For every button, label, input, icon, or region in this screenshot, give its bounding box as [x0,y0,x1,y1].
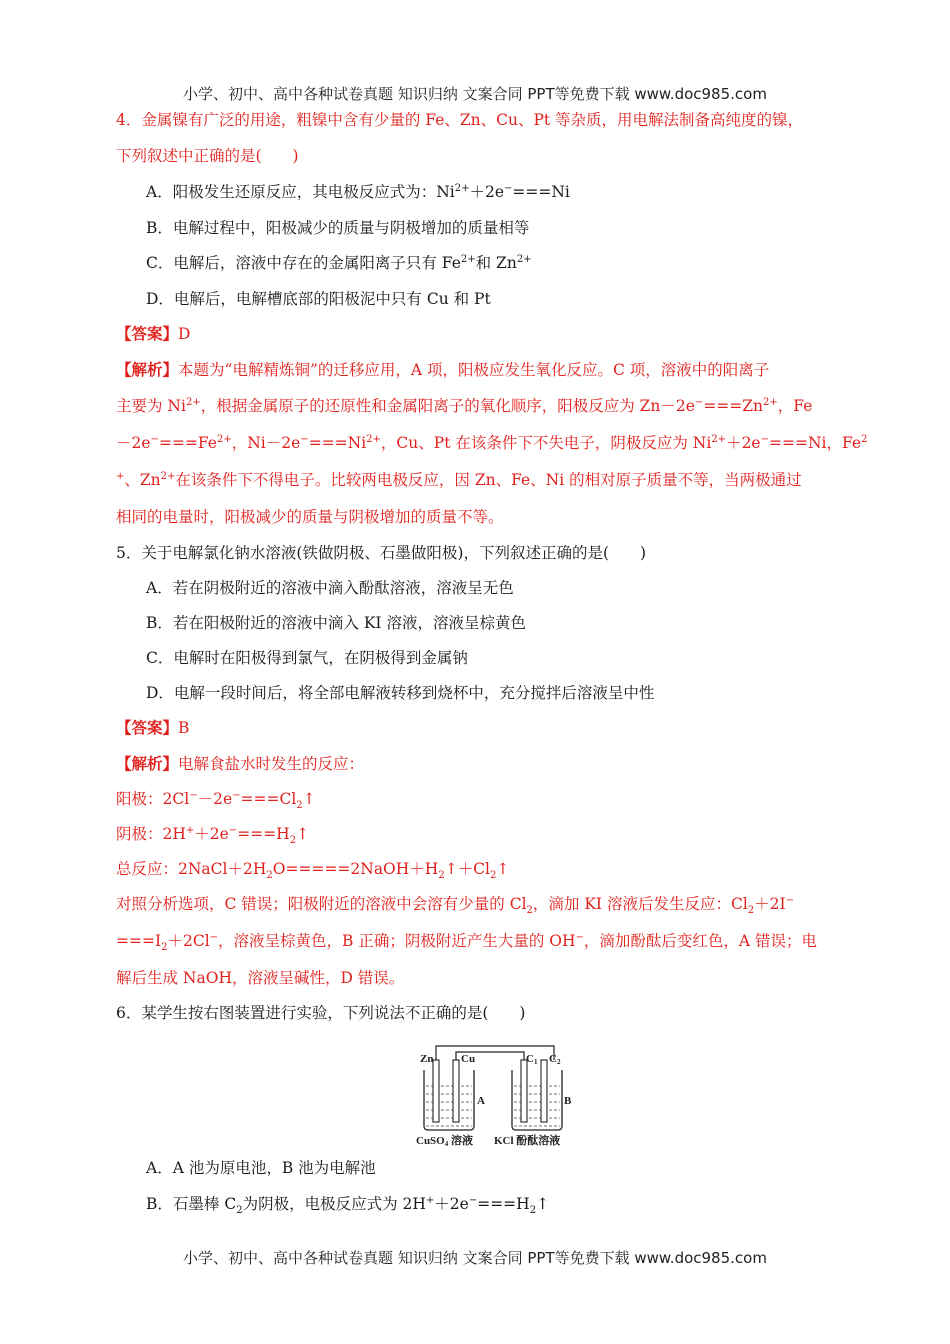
q6-optb-a: B．石墨棒 C [146,1195,237,1213]
q5-stem: 5．关于电解氯化钠水溶液(铁做阴极、石墨做阳极)，下列叙述正确的是( ) [116,544,647,562]
q4-answer-tag: 【答案】 [116,324,179,343]
q5-anode-c: ===Cl [240,790,297,808]
label-c2-sub: 2 [556,1058,561,1066]
q5-total-b: O=====2NaOH＋H [272,860,439,878]
q5-analysis-line2 [116,931,818,954]
q5-cathode-c: ===H [237,825,290,843]
q4-exp3-e: ，Cu、Pt 在该条件下不失电子，阴极反应为 Ni [380,434,712,452]
label-cu: Cu [461,1053,476,1065]
q5-ana2-b: ＋2Cl [167,932,210,950]
q5-ana2-sup: − [209,931,219,943]
q4-answer [116,324,190,344]
q4-exp3-sup-e: 2+ [711,433,727,445]
q4-exp-line1 [116,360,769,380]
q5-exp-text1: 电解食盐水时发生的反应： [178,755,365,773]
q5-cathode-equation [116,824,310,847]
q4-exp4-a: 、Zn [124,471,161,489]
q4-option-c [146,253,532,273]
q6-optb-sup: + [425,1194,435,1206]
label-zn: Zn [420,1053,434,1065]
q4-stem-line2: 下列叙述中正确的是( ) [116,147,299,165]
label-cuso4-text: CuSO [416,1135,445,1147]
q6-optb-b: 为阴极，电极反应式为 2H [242,1195,426,1213]
q5-ana2-a: ===I [116,932,162,950]
q4-exp-line5: 相同的电量时，阳极减少的质量与阴极增加的质量不等。 [116,508,504,526]
q4-exp2-a: 主要为 Ni [116,397,186,415]
q5-total-sub3: 2 [490,870,497,882]
q4-option-d: D．电解后，电解槽底部的阳极泥中只有 Cu 和 Pt [146,290,491,308]
q4-exp3-g: ===Ni，Fe [769,434,862,452]
q4-exp4-sup-plus: + [116,470,125,482]
q5-exp-tag: 【解析】 [116,754,179,773]
q6-apparatus-diagram [414,1042,574,1148]
q5-total-equation [116,859,510,882]
q5-ana2-d: ，滴加酚酞后变红色，A 错误；电 [583,932,818,950]
label-cuso4-post: 溶液 [448,1135,473,1147]
q5-total-sub2: 2 [438,870,445,882]
q5-cathode-sub: 2 [289,835,297,847]
q5-ana1-c: ＋2I [754,895,786,913]
q5-analysis-line1 [116,894,795,917]
q5-cathode-sup2: − [228,824,238,836]
q4-exp3-f: ＋2e [726,434,761,452]
c2-electrode [541,1060,547,1122]
q4-exp-text1: 本题为“电解精炼铜”的迁移应用，A 项，阳极应发生氧化反应。C 项，溶液中的阳离子 [178,361,770,379]
q4-option-c-mid: 和 Zn [475,254,517,272]
q6-optb-sup2: − [468,1194,478,1206]
label-a: A [477,1095,485,1107]
q5-ana1-b: ，滴加 KI 溶液后发生反应：Cl [532,895,748,913]
q5-cathode-sup: + [185,824,195,836]
q5-anode-sup: − [189,789,198,801]
label-c2-letter: C [549,1053,557,1065]
q4-option-a-post: ===Ni [512,183,570,201]
q4-exp4-sup: 2+ [160,470,176,482]
q6-optb-sub: 2 [236,1205,243,1217]
q5-exp-line1 [116,754,364,774]
q4-option-a-mid: ＋2e [469,183,505,201]
q4-option-c-sup: 2+ [460,253,476,265]
q5-total-sub: 2 [266,870,273,882]
label-b: B [564,1095,572,1107]
q5-total-a: 总反应：2NaCl＋2H [116,860,267,878]
q4-exp3-sup-d: 2+ [366,433,381,445]
q5-anode-sub: 2 [296,800,303,812]
q4-exp3-sup-g: 2 [861,433,868,445]
q4-exp2-sup3: 2+ [763,396,778,408]
q5-answer [116,718,189,738]
q5-cathode-b: ＋2e [194,825,229,843]
q6-optb-d: ===H [477,1195,530,1213]
q6-option-a: A．A 池为原电池，B 池为电解池 [146,1159,376,1177]
q4-exp2-c: ===Zn [703,397,764,415]
label-c1-letter: C [526,1053,534,1065]
q5-total-d: ↑ [496,860,510,878]
q5-ana1-sub2: 2 [747,905,755,917]
q4-option-a [146,182,570,202]
q5-option-c: C．电解时在阳极得到氯气，在阴极得到金属钠 [146,649,468,667]
q4-exp-line4 [116,470,802,490]
q5-anode-b: －2e [197,790,233,808]
beaker-b [512,1070,562,1130]
q4-option-a-sup2: − [504,182,513,194]
q4-answer-value: D [178,325,191,343]
q5-cathode-a: 阴极：2H [116,825,186,843]
q6-stem: 6．某学生按右图装置进行实验，下列说法不正确的是( ) [116,1004,526,1022]
q4-exp-line3 [116,433,867,453]
label-c2 [549,1053,561,1066]
q6-option-b [146,1194,550,1217]
q6-optb-sub2: 2 [529,1205,537,1217]
q4-option-a-text: A．阳极发生还原反应，其电极反应式为：Ni [146,183,455,201]
q4-exp2-sup: 2+ [185,396,201,408]
page-header: 小学、初中、高中各种试卷真题 知识归纳 文案合同 PPT等免费下载 www.doc985.com [183,85,767,103]
q4-option-b: B．电解过程中，阳极减少的质量与阴极增加的质量相等 [146,219,530,237]
page-footer: 小学、初中、高中各种试卷真题 知识归纳 文案合同 PPT等免费下载 www.doc985.com [183,1249,767,1267]
q5-cathode-d: ↑ [296,825,310,843]
q5-option-b: B．若在阳极附近的溶液中滴入 KI 溶液，溶液呈棕黄色 [146,614,526,632]
label-c1 [526,1053,538,1066]
q4-exp3-b: ===Fe [158,434,217,452]
label-c1-sub: 1 [533,1058,538,1066]
q4-option-c-text: C．电解后，溶液中存在的金属阳离子只有 Fe [146,254,461,272]
q4-stem-line1: 4．金属镍有广泛的用途，粗镍中含有少量的 Fe、Zn、Cu、Pt 等杂质，用电解法制备高纯度的镍， [116,111,804,129]
q5-ana1-sub: 2 [526,905,533,917]
label-cuso4 [416,1133,473,1148]
q5-anode-equation [116,789,316,812]
q5-anode-d: ↑ [302,790,316,808]
c1-electrode [521,1060,527,1122]
beaker-a [424,1070,474,1130]
q5-ana1-a: 对照分析选项，C 错误；阳极附近的溶液中会溶有少量的 Cl [116,895,527,913]
q5-option-a: A．若在阴极附近的溶液中滴入酚酞溶液，溶液呈无色 [146,579,514,597]
cu-electrode [453,1060,459,1122]
q6-apparatus-figure [414,1042,574,1148]
q5-ana2-sub: 2 [161,942,168,954]
q4-exp2-d: ，Fe [777,397,813,415]
q4-exp3-c: ，Ni－2e [231,434,301,452]
q5-ana2-sup2: − [575,931,584,943]
q5-answer-value: B [178,719,190,737]
q5-anode-a: 阳极：2Cl [116,790,190,808]
q4-exp-line2 [116,396,812,416]
q4-exp3-sup-b: 2+ [216,433,232,445]
q5-analysis-line3: 解后生成 NaOH，溶液呈碱性，D 错误。 [116,969,405,987]
q4-exp4-b: 在该条件下不得电子。比较两电极反应，因 Zn、Fe、Ni 的相对原子质量不等，当两极通过 [175,471,802,489]
q5-option-d: D．电解一段时间后，将全部电解液转移到烧杯中，充分搅拌后溶液呈中性 [146,684,655,702]
label-kcl: KCl 酚酞溶液 [494,1135,561,1147]
q4-exp3-d: ===Ni [308,434,367,452]
q6-optb-e: ↑ [536,1195,550,1213]
q5-answer-tag: 【答案】 [116,718,179,737]
q4-exp2-sup2: − [694,396,704,408]
q5-ana1-sup: − [785,894,795,906]
q6-optb-c: ＋2e [434,1195,469,1213]
q4-exp3-sup-c: − [300,433,309,445]
q5-anode-sup2: − [232,789,241,801]
q5-ana2-c: ，溶液呈棕黄色，B 正确；阴极附近产生大量的 OH [218,932,576,950]
q4-exp3-sup-f: − [760,433,769,445]
zn-electrode [433,1060,439,1122]
label-cuso4-sub: 4 [444,1140,449,1148]
q4-exp3-sup-a: − [150,433,159,445]
q5-total-c: ↑＋Cl [444,860,490,878]
q4-exp2-b: ，根据金属原子的还原性和金属阳离子的氧化顺序，阳极反应为 Zn－2e [200,397,695,415]
q4-exp-tag: 【解析】 [116,360,179,379]
q4-option-a-sup: 2+ [454,182,470,194]
q4-option-c-sup2: 2+ [516,253,532,265]
q4-exp3-a: －2e [116,434,151,452]
